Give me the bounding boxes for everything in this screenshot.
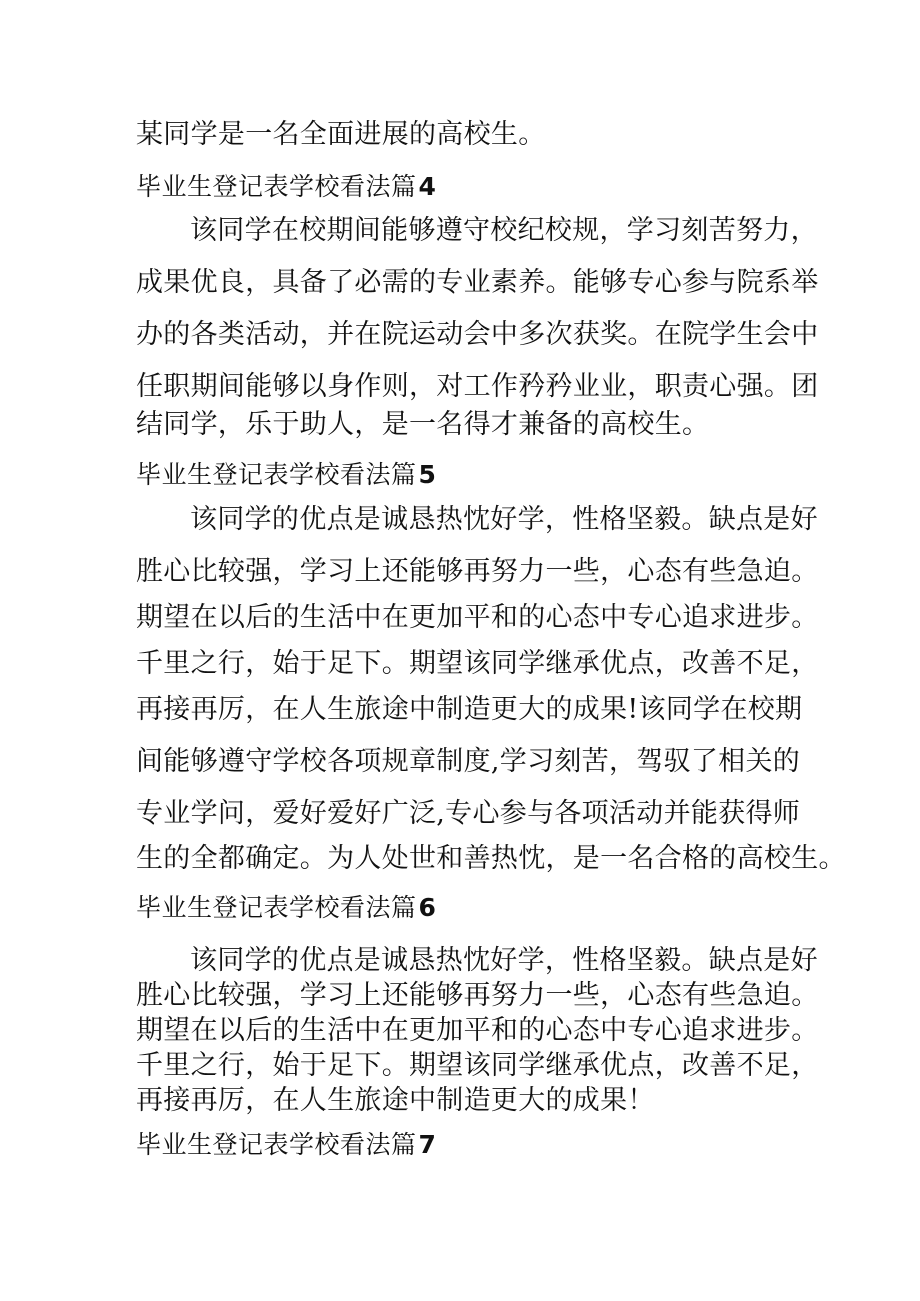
paragraph-line: 再接再厉，在人生旅途中制造更大的成果！: [136, 1085, 655, 1116]
section-heading-number: 5: [418, 460, 437, 489]
paragraph-line: 期望在以后的生活中在更加平和的心态中专心追求进步。: [136, 602, 819, 633]
section-heading-4: [136, 170, 436, 204]
paragraph-line: 该同学的优点是诚恳热忱好学，性格坚毅。缺点是好: [190, 504, 818, 535]
section-heading-number: 4: [418, 172, 437, 201]
paragraph-line: 胜心比较强，学习上还能够再努力一些，心态有些急迫。: [136, 556, 819, 587]
paragraph-line: 间能够遵守学校各项规章制度,学习刻苦，驾驭了相关的: [136, 746, 801, 777]
paragraph-line: 期望在以后的生活中在更加平和的心态中专心追求进步。: [136, 1015, 819, 1046]
paragraph-line: 再接再厉，在人生旅途中制造更大的成果!该同学在校期: [136, 694, 803, 725]
paragraph-line: 办的各类活动，并在院运动会中多次获奖。在院学生会中: [136, 319, 819, 350]
paragraph-line: 该同学在校期间能够遵守校纪校规，学习刻苦努力，: [190, 215, 818, 246]
section-heading-number: 7: [418, 1130, 437, 1159]
section-heading-5: [136, 458, 436, 492]
paragraph-line: 专业学问，爱好爱好广泛,专心参与各项活动并能获得师: [136, 798, 801, 829]
section-heading-number: 6: [418, 893, 437, 922]
paragraph-line: 结同学，乐于助人，是一名得才兼备的高校生。: [136, 409, 710, 440]
section-heading-text: 毕业生登记表学校看法篇: [136, 172, 417, 201]
section-heading-6: [136, 891, 436, 925]
paragraph-line: 千里之行，始于足下。期望该同学继承优点，改善不足，: [136, 1050, 819, 1081]
paragraph-line: 任职期间能够以身作则，对工作矜矜业业，职责心强。团: [136, 371, 819, 402]
section-heading-7: [136, 1128, 436, 1162]
section-heading-text: 毕业生登记表学校看法篇: [136, 1130, 417, 1159]
intro-line: 某同学是一名全面进展的高校生。: [136, 119, 546, 150]
paragraph-line: 生的全都确定。为人处世和善热忱，是一名合格的高校生。: [136, 843, 846, 874]
section-heading-text: 毕业生登记表学校看法篇: [136, 460, 417, 489]
section-heading-text: 毕业生登记表学校看法篇: [136, 893, 417, 922]
paragraph-line: 胜心比较强，学习上还能够再努力一些，心态有些急迫。: [136, 980, 819, 1011]
paragraph-line: 该同学的优点是诚恳热忱好学，性格坚毅。缺点是好: [190, 945, 818, 976]
paragraph-line: 成果优良，具备了必需的专业素养。能够专心参与院系举: [136, 267, 819, 298]
paragraph-line: 千里之行，始于足下。期望该同学继承优点，改善不足，: [136, 648, 819, 679]
